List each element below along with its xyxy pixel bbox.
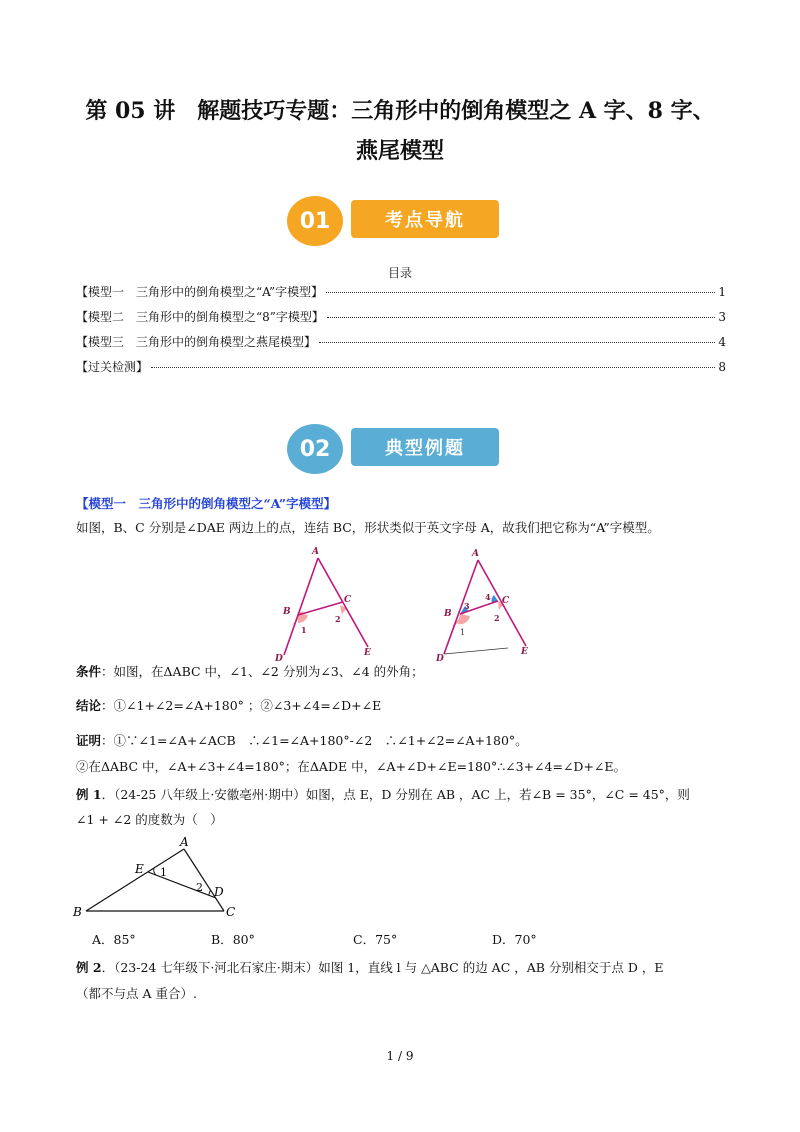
page-number: 1 / 9 bbox=[386, 1049, 414, 1063]
label-c: C bbox=[226, 905, 236, 919]
label-angle-2: 2 bbox=[196, 881, 203, 894]
badge-label: 典型例题 bbox=[351, 428, 499, 466]
condition-text: ：如图，在ΔABC 中，∠1、∠2 分别为∠3、∠4 的外角； bbox=[101, 664, 424, 679]
option-c[interactable] bbox=[353, 930, 397, 948]
option-value: 75° bbox=[375, 932, 398, 947]
toc-entry[interactable] bbox=[76, 358, 726, 375]
title-line-2: 燕尾模型 bbox=[355, 138, 444, 164]
example1-label: 例 1 bbox=[76, 787, 102, 802]
angle-1-mark bbox=[458, 614, 470, 624]
toc-entry[interactable] bbox=[76, 283, 726, 300]
label-angle-4: 4 bbox=[485, 592, 491, 602]
option-value: 85° bbox=[113, 932, 136, 947]
example2-line1 bbox=[76, 958, 664, 978]
example2-label: 例 2 bbox=[76, 960, 102, 975]
badge-number: 01 bbox=[287, 196, 343, 246]
proof-label: 证明 bbox=[76, 733, 102, 748]
option-value: 70° bbox=[514, 932, 537, 947]
label-c: C bbox=[344, 595, 352, 605]
proof-line-2: ②在ΔABC 中，∠A+∠3+∠4=180°；在ΔADE 中，∠A+∠D+∠E=180°∴∠3+∠4=∠D+∠E。 bbox=[76, 759, 627, 774]
label-angle-2: 2 bbox=[494, 613, 500, 623]
title-line-1: 第 05 讲 解题技巧专题：三角形中的倒角模型之 A 字、8 字、 bbox=[85, 98, 715, 124]
condition-line bbox=[76, 662, 424, 682]
angle-2-arc bbox=[209, 890, 211, 895]
example2-text: ．（23-24 七年级下·河北石家庄·期末）如图 1，直线 l 与 △ABC 的边 AC ，AB 分别相交于点 D ，E bbox=[101, 960, 664, 975]
badge-label: 考点导航 bbox=[351, 200, 499, 238]
toc-entry-label: 【模型一 三角形中的倒角模型之“A”字模型】 bbox=[76, 285, 324, 299]
side-ad bbox=[444, 560, 478, 654]
page-title bbox=[60, 94, 740, 168]
toc-entry-page: 8 bbox=[718, 360, 726, 374]
label-e: E bbox=[521, 647, 528, 657]
label-d: D bbox=[214, 885, 224, 899]
toc-entry-label: 【模型三 三角形中的倒角模型之燕尾模型】 bbox=[76, 335, 317, 349]
example2-line2: （都不与点 A 重合）. bbox=[76, 986, 197, 1001]
badge-number: 02 bbox=[287, 424, 343, 474]
toc-entry-label: 【模型二 三角形中的倒角模型之“8”字模型】 bbox=[76, 310, 324, 324]
toc-entry-page: 4 bbox=[718, 335, 726, 349]
label-a: A bbox=[472, 549, 479, 559]
label-e: E bbox=[135, 862, 144, 876]
option-key: C． bbox=[353, 932, 376, 947]
toc-entry[interactable] bbox=[76, 308, 726, 325]
proof-text-1: ：①∵∠1=∠A+∠ACB ∴∠1=∠A+180°-∠2 ∴∠1+∠2=∠A+180°。 bbox=[101, 733, 528, 748]
example1-line2: ∠1 + ∠2 的度数为（ ） bbox=[76, 812, 223, 827]
option-value: 80° bbox=[232, 932, 255, 947]
segment-de bbox=[444, 648, 508, 654]
label-angle-1: 1 bbox=[160, 866, 167, 879]
label-e: E bbox=[364, 648, 371, 658]
option-key: A． bbox=[92, 932, 114, 947]
option-a[interactable] bbox=[92, 930, 136, 948]
option-d[interactable] bbox=[492, 930, 537, 948]
conclusion-text: ：①∠1+∠2=∠A+180° ；②∠3+∠4=∠D+∠E bbox=[101, 698, 382, 713]
toc-leader bbox=[326, 292, 715, 293]
conclusion-label: 结论 bbox=[76, 698, 102, 713]
label-b: B bbox=[444, 609, 452, 619]
side-ac bbox=[184, 849, 224, 911]
label-d: D bbox=[436, 654, 444, 664]
figure-example1 bbox=[68, 834, 248, 924]
label-angle-1: 1 bbox=[460, 628, 466, 637]
figure-a-model-2 bbox=[430, 548, 550, 664]
toc-entry[interactable] bbox=[76, 333, 726, 350]
label-a: A bbox=[180, 835, 189, 849]
label-angle-2: 2 bbox=[335, 614, 341, 624]
label-c: C bbox=[502, 596, 510, 606]
conclusion-line bbox=[76, 696, 381, 716]
example1-text: ．（24-25 八年级上·安徽亳州·期中）如图，点 E，D 分别在 AB ，AC 上，若∠B = 35°，∠C = 45°，则 bbox=[101, 787, 690, 802]
toc-heading: 目录 bbox=[387, 266, 412, 280]
toc-leader bbox=[327, 317, 715, 318]
example1-line1 bbox=[76, 785, 690, 805]
toc-entry-label: 【过关检测】 bbox=[76, 360, 149, 374]
option-key: D． bbox=[492, 932, 515, 947]
segment-ed bbox=[148, 872, 216, 898]
toc-entry-page: 3 bbox=[718, 310, 726, 324]
proof-line-1 bbox=[76, 731, 528, 751]
label-a: A bbox=[312, 547, 319, 557]
toc-leader bbox=[319, 342, 715, 343]
option-b[interactable] bbox=[211, 930, 255, 948]
condition-label: 条件 bbox=[76, 664, 102, 679]
option-key: B． bbox=[211, 932, 233, 947]
label-b: B bbox=[283, 607, 291, 617]
toc-entry-page: 1 bbox=[718, 285, 726, 299]
label-angle-1: 1 bbox=[301, 625, 307, 635]
toc-leader bbox=[151, 367, 715, 368]
label-b: B bbox=[73, 905, 82, 919]
label-angle-3: 3 bbox=[464, 601, 470, 611]
label-d: D bbox=[275, 654, 283, 663]
model1-heading: 【模型一 三角形中的倒角模型之“A”字模型】 bbox=[76, 496, 337, 511]
model1-intro: 如图，B、C 分别是∠DAE 两边上的点，连结 BC，形状类似于英文字母 A，故我们把它称为“A”字模型。 bbox=[76, 520, 660, 535]
figure-a-model-1 bbox=[268, 545, 388, 663]
